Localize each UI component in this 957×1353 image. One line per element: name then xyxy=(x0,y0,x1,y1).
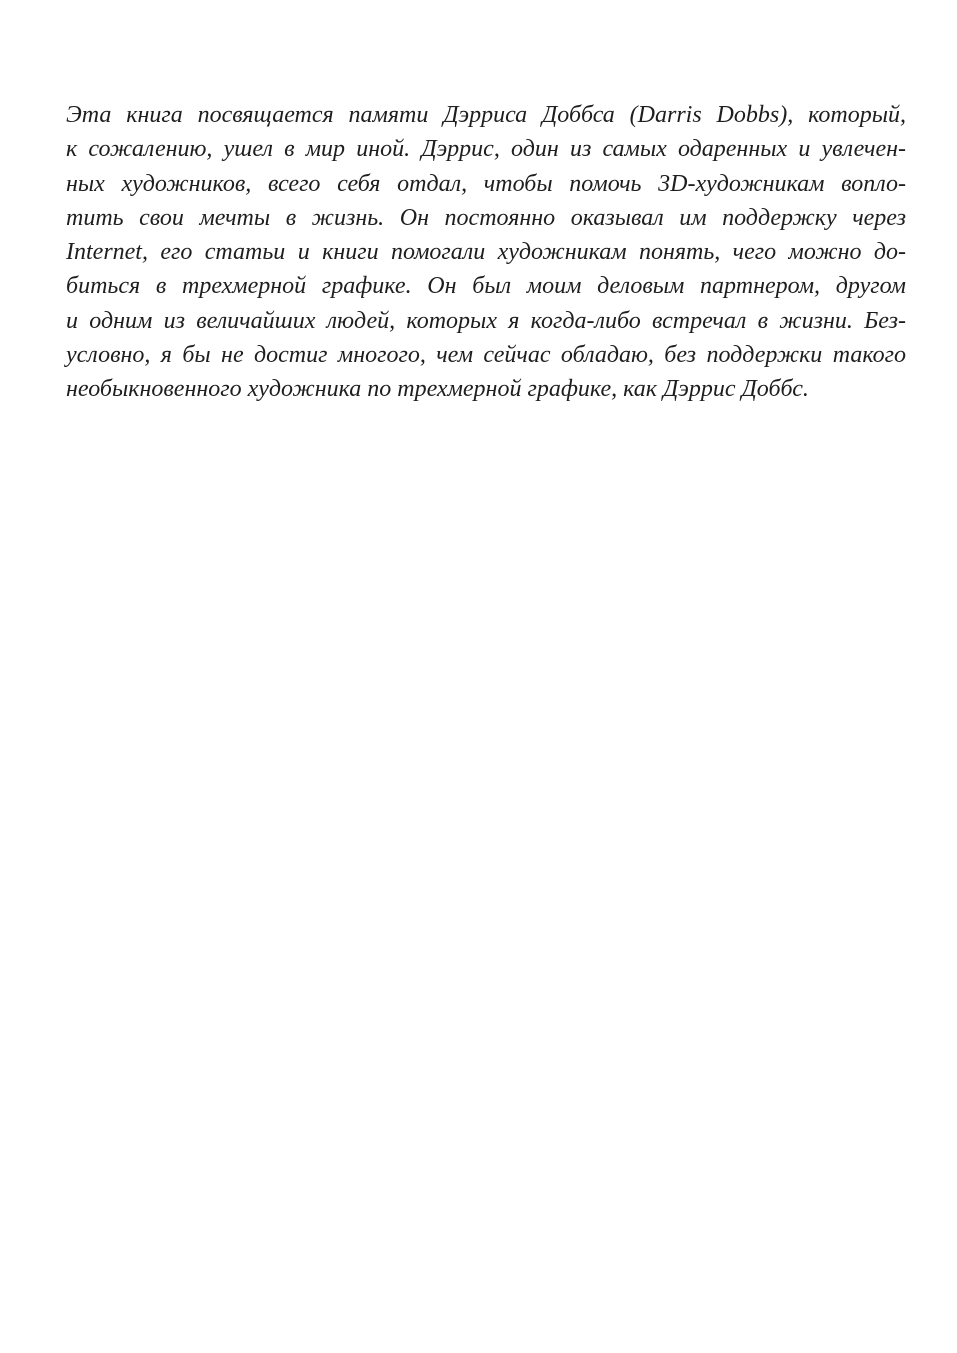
dedication-line: условно, я бы не достиг многого, чем сейчас обладаю, без поддержки такого xyxy=(66,342,906,369)
dedication-line: необыкновенного художника по трехмерной графике, как Дэррис Доббс. xyxy=(66,376,809,403)
dedication-line: Эта книга посвящается памяти Дэрриса Доббса (Darris Dobbs), который, xyxy=(66,102,906,128)
dedication-paragraph xyxy=(66,98,906,407)
dedication-line: Internet, его статьи и книги помогали художникам понять, чего можно до- xyxy=(66,239,906,266)
dedication-line: и одним из величайших людей, которых я когда-либо встречал в жизни. Без- xyxy=(66,307,906,334)
dedication-line: тить свои мечты в жизнь. Он постоянно оказывал им поддержку через xyxy=(66,204,906,231)
dedication-line: к сожалению, ушел в мир иной. Дэррис, один из самых одаренных и увлечен- xyxy=(66,136,906,163)
dedication-line: биться в трехмерной графике. Он был моим деловым партнером, другом xyxy=(66,273,906,300)
dedication-line: ных художников, всего себя отдал, чтобы помочь 3D-художникам вопло- xyxy=(66,170,906,197)
